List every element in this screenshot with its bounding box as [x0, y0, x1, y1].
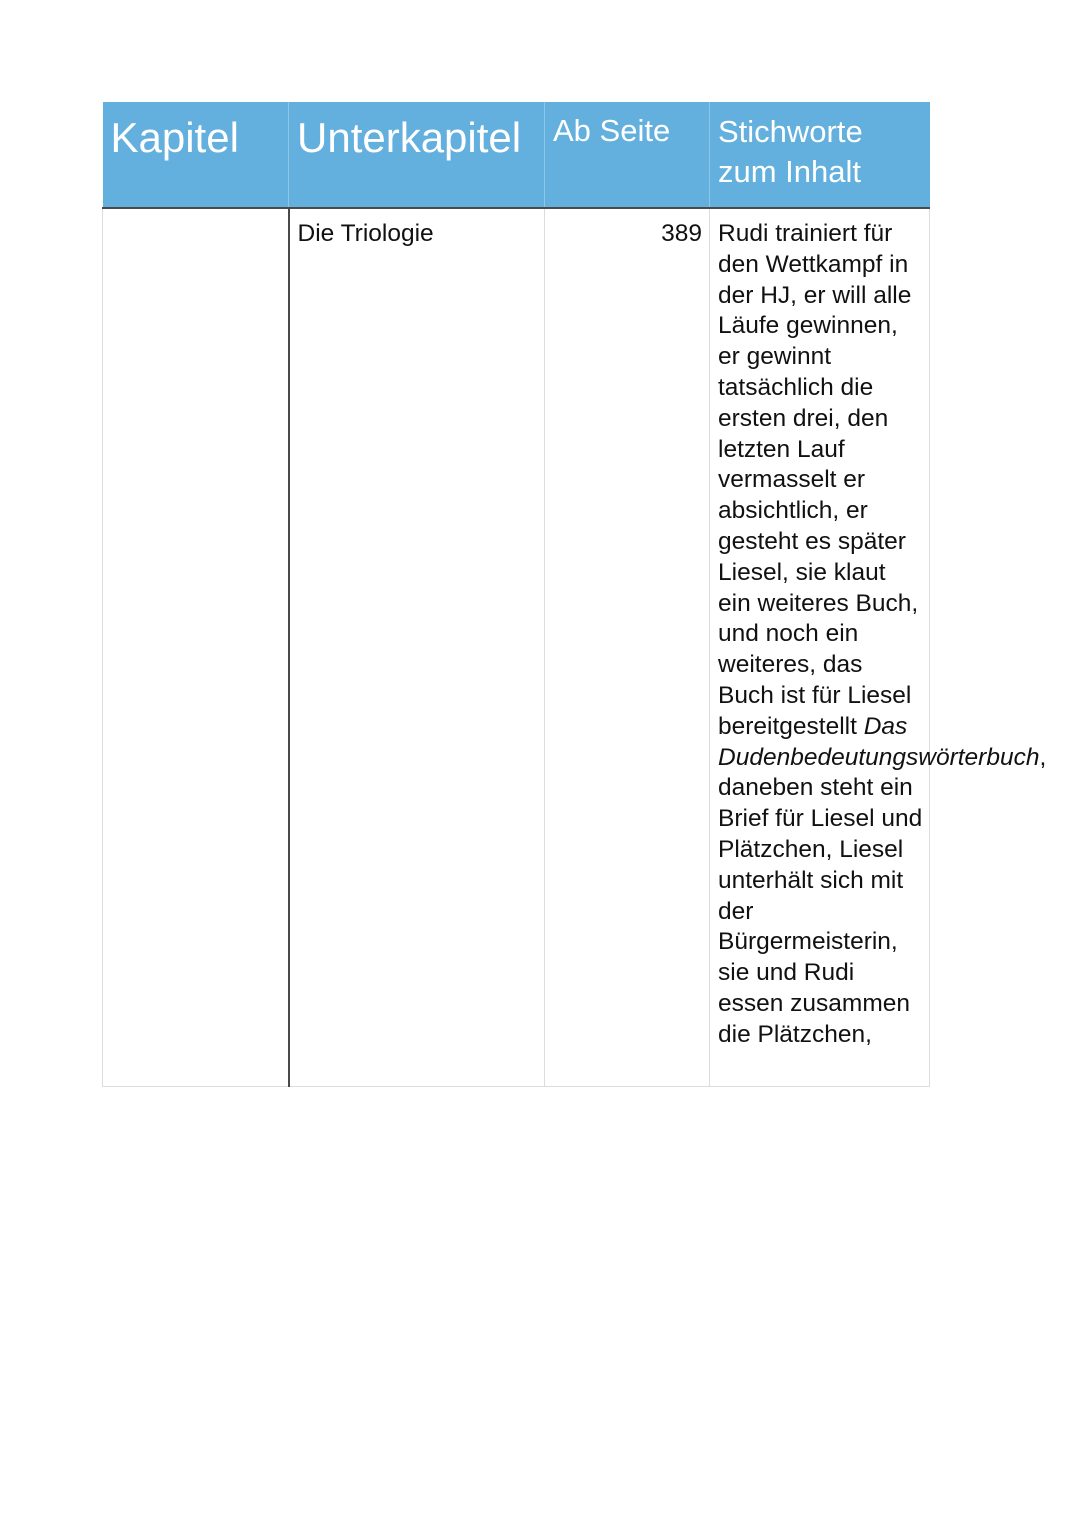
cell-kapitel [103, 208, 289, 1086]
table-header-row [103, 102, 930, 208]
cell-stichworte-text [710, 209, 1047, 1051]
header-ab-seite [545, 102, 710, 208]
chapter-summary-table [102, 102, 1047, 1087]
stichworte-book-title: Das Dudenbedeutungswörterbuch [718, 712, 1040, 771]
cell-stichworte [710, 208, 1047, 1086]
header-unterkapitel [289, 102, 545, 208]
cell-unterkapitel [289, 208, 545, 1086]
stichworte-text-after: , daneben steht ein Brief für Liesel und Plätzchen, Liesel unterhält sich mit der Bürgermeisterin, sie und Rudi essen zusammen die Plätzchen, [718, 743, 1047, 1048]
cell-ab-seite [545, 208, 710, 1086]
cell-unterkapitel-text: Die Triologie [297, 220, 434, 247]
table-row [103, 208, 930, 1086]
header-unterkapitel-label: Unterkapitel [297, 114, 522, 161]
stichworte-text-before: Rudi trainiert für den Wettkampf in der HJ, er will alle Läufe gewinnen, er gewinnt tatsächlich die ersten drei, den letzten Lauf vermasselt er absichtlich, er gesteht es später Liesel, sie klaut ein weiteres Buch, und noch ein weiteres, das Buch ist für Liesel bereitgestellt [718, 220, 919, 740]
header-kapitel [103, 102, 289, 208]
header-stichworte [710, 102, 930, 208]
header-kapitel-label: Kapitel [110, 114, 239, 161]
header-stichworte-label: Stichworte zum Inhalt [718, 114, 863, 189]
cell-ab-seite-text: 389 [661, 220, 702, 247]
header-ab-seite-label: Ab Seite [553, 113, 671, 148]
